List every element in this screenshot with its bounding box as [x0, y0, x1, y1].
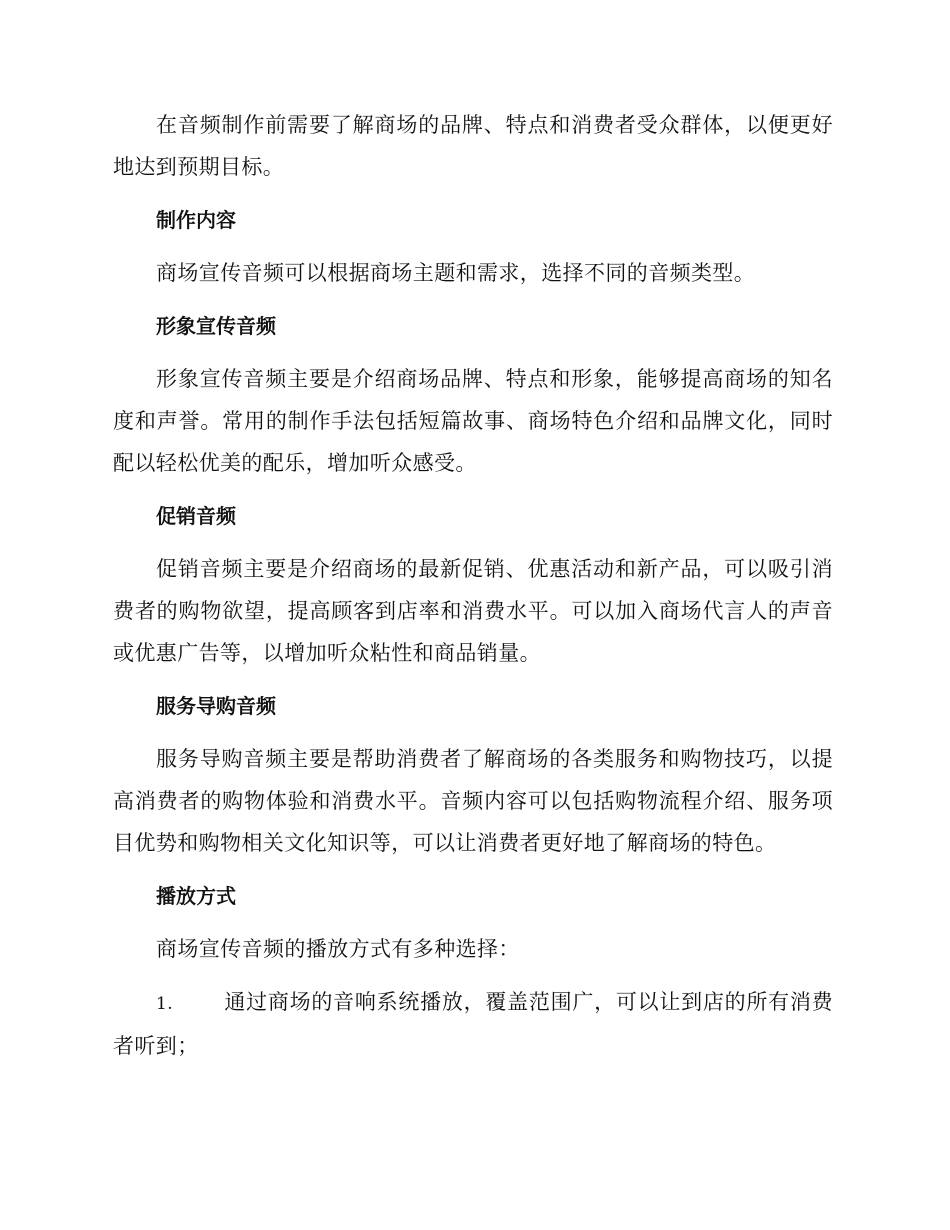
playback-method-paragraph: 商场宣传音频的播放方式有多种选择： [156, 937, 520, 961]
heading-sales-promo-audio: 促销音频 [156, 504, 236, 528]
document-page [113, 104, 833, 1067]
heading-image-promo-audio: 形象宣传音频 [156, 314, 276, 338]
image-promo-audio-paragraph: 形象宣传音频主要是介绍商场品牌、特点和形象，能够提高商场的知名度和声誉。常用的制作手法包括短篇故事、商场特色介绍和品牌文化，同时配以轻松优美的配乐，增加听众感受。 [113, 367, 833, 475]
service-guide-audio-paragraph: 服务导购音频主要是帮助消费者了解商场的各类服务和购物技巧，以提高消费者的购物体验和消费水平。音频内容可以包括购物流程介绍、服务项目优势和购物相关文化知识等，可以让消费者更好地了解商场的特色。 [113, 747, 833, 855]
heading-production-content: 制作内容 [156, 208, 236, 232]
intro-paragraph: 在音频制作前需要了解商场的品牌、特点和消费者受众群体，以便更好地达到预期目标。 [113, 113, 833, 179]
list-item-number: 1. [156, 994, 174, 1014]
heading-service-guide-audio: 服务导购音频 [156, 694, 276, 718]
production-content-paragraph: 商场宣传音频可以根据商场主题和需求，选择不同的音频类型。 [156, 261, 756, 285]
heading-playback-method: 播放方式 [156, 884, 236, 908]
list-item-text: 通过商场的音响系统播放，覆盖范围广，可以让到店的所有消费者听到； [113, 990, 833, 1058]
list-item [113, 981, 833, 1067]
sales-promo-audio-paragraph: 促销音频主要是介绍商场的最新促销、优惠活动和新产品，可以吸引消费者的购物欲望，提高顾客到店率和消费水平。可以加入商场代言人的声音或优惠广告等，以增加听众粘性和商品销量。 [113, 557, 833, 665]
